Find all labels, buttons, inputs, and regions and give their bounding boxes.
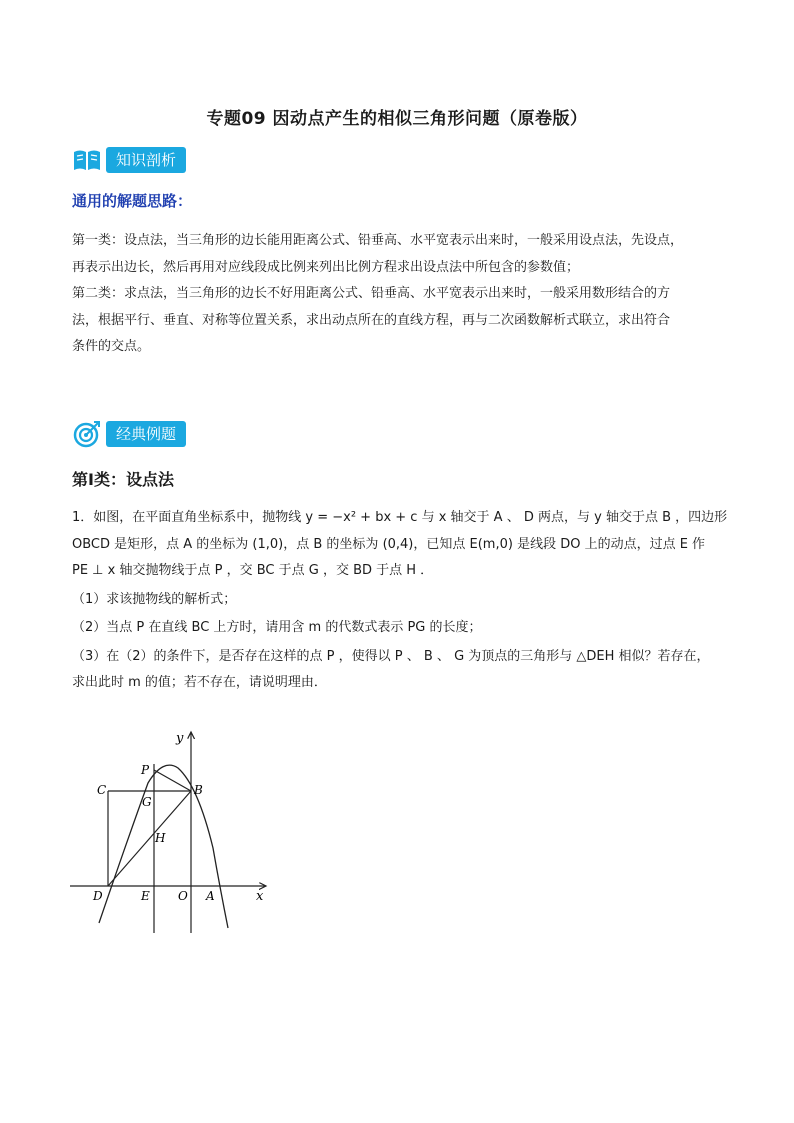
paragraph-line: 条件的交点。	[72, 339, 151, 354]
label-o: O	[178, 889, 188, 903]
label-a: A	[206, 889, 215, 903]
section-banner-knowledge	[71, 145, 186, 175]
label-x: x	[256, 889, 264, 904]
problem-line: 1．如图，在平面直角坐标系中，抛物线 y = −x² + bx + c 与 x 轴交于 A 、 D 两点，与 y 轴交于点 B ，四边形	[72, 510, 728, 525]
banner-label: 知识剖析	[106, 147, 186, 173]
question-3: （3）在（2）的条件下，是否存在这样的点 P ，使得以 P 、 B 、 G 为顶点的三角形与 △DEH 相似？若存在，	[72, 648, 710, 664]
section-heading: 通用的解题思路：	[72, 192, 193, 210]
label-h: H	[155, 831, 166, 845]
problem-text	[72, 505, 732, 697]
label-d: D	[93, 889, 103, 903]
category-heading: 第Ⅰ类：设点法	[72, 470, 174, 489]
paragraph-line: 再表示出边长，然后再用对应线段成比例来列出比例方程求出设点法中所包含的参数值；	[72, 259, 580, 275]
question-1: （1）求该抛物线的解析式；	[72, 591, 237, 607]
paragraph-line: 第二类：求点法，当三角形的边长不好用距离公式、铅垂高、水平宽表示出来时，一般采用数形结合的方	[72, 286, 671, 301]
paragraph-block	[72, 228, 732, 361]
book-icon	[71, 145, 103, 175]
paragraph-line: 第一类：设点法，当三角形的边长能用距离公式、铅垂高、水平宽表示出来时，一般采用设点法，先设点，	[72, 233, 684, 248]
target-icon	[71, 419, 103, 449]
section-banner-examples	[71, 419, 186, 449]
parabola-figure	[68, 728, 278, 938]
question-3-cont: 求出此时 m 的值；若不存在，请说明理由．	[72, 675, 327, 690]
problem-line: OBCD 是矩形，点 A 的坐标为 (1,0)，点 B 的坐标为 (0,4)，已知点 E(m,0) 是线段 DO 上的动点，过点 E 作	[72, 536, 706, 552]
problem-line: PE ⊥ x 轴交抛物线于点 P ，交 BC 于点 G ，交 BD 于点 H ．	[72, 563, 434, 578]
page-title: 专题09 因动点产生的相似三角形问题（原卷版）	[206, 109, 588, 129]
label-e: E	[141, 889, 150, 903]
label-p: P	[141, 763, 150, 777]
label-g: G	[142, 795, 152, 809]
segment-pb	[154, 770, 191, 791]
paragraph-line: 法，根据平行、垂直、对称等位置关系，求出动点所在的直线方程，再与二次函数解析式联立，求出符合	[72, 312, 671, 328]
label-c: C	[97, 783, 107, 797]
label-y: y	[176, 731, 184, 746]
banner-label: 经典例题	[106, 421, 186, 447]
parabola-curve	[99, 765, 228, 928]
label-b: B	[194, 783, 203, 797]
question-2: （2）当点 P 在直线 BC 上方时，请用含 m 的代数式表示 PG 的长度；	[72, 620, 482, 635]
